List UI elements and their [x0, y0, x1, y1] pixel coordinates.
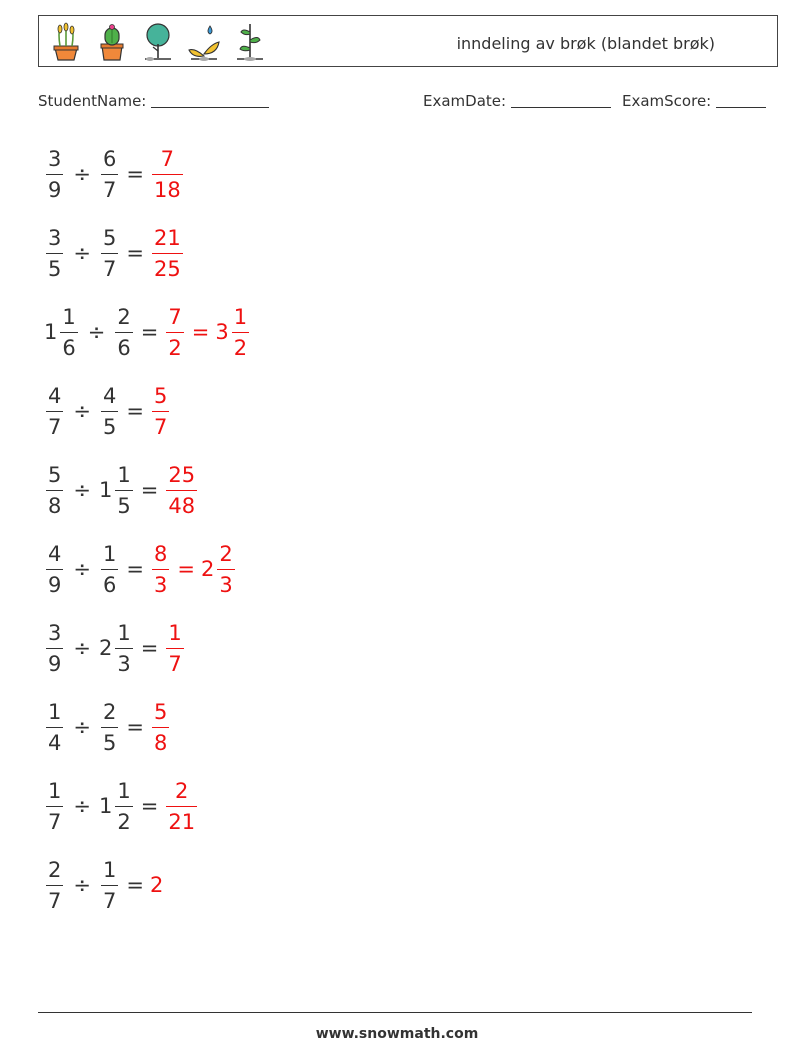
divisor-denominator: 7 [102, 888, 117, 913]
problem-row [44, 537, 237, 601]
problem-row [44, 695, 171, 759]
header-box [38, 15, 778, 67]
divisor-fraction [101, 225, 118, 282]
divisor-whole: 1 [98, 478, 113, 502]
answer-fraction-bar [152, 174, 183, 175]
divisor-fraction-bar [115, 332, 132, 333]
mixed-denominator: 3 [219, 572, 233, 597]
divisor-fraction-bar [115, 806, 132, 807]
mixed-equals-sign: = [177, 557, 195, 581]
divisor-denominator: 7 [102, 177, 117, 202]
divisor-whole: 1 [98, 794, 113, 818]
dividend-fraction-bar [60, 332, 77, 333]
answer [164, 620, 185, 677]
divisor-fraction-bar [115, 490, 132, 491]
answer-fraction-bar [166, 332, 183, 333]
divisor-numerator: 5 [102, 225, 117, 250]
dividend-denominator: 6 [62, 335, 76, 360]
exam-score-label: ExamScore: [622, 92, 712, 110]
answer-fraction-bar [152, 411, 169, 412]
answer-fraction [166, 620, 183, 677]
answer-fraction-bar [152, 727, 169, 728]
divisor-denominator: 5 [102, 730, 117, 755]
equals-sign: = [126, 241, 144, 265]
exam-date-blank[interactable] [511, 92, 611, 108]
dividend-fraction-bar [46, 569, 63, 570]
dividend-fraction [46, 541, 63, 598]
equals-sign: = [126, 873, 144, 897]
dividend-denominator: 7 [48, 888, 62, 913]
dividend-fraction-bar [46, 253, 63, 254]
exam-date-field [423, 92, 611, 110]
answer-fraction [152, 225, 183, 282]
answer-numerator: 8 [153, 541, 168, 566]
divisor-fraction-bar [101, 885, 118, 886]
dividend-fraction [46, 699, 63, 756]
equals-sign: = [126, 162, 144, 186]
answer-fraction [152, 541, 169, 598]
answer-fraction [166, 462, 197, 519]
problem-row [44, 379, 171, 443]
dividend-fraction-bar [46, 885, 63, 886]
dividend-denominator: 4 [48, 730, 62, 755]
equals-sign: = [126, 715, 144, 739]
answer-numerator: 7 [160, 146, 175, 171]
answer [150, 146, 185, 203]
divisor-numerator: 1 [102, 541, 117, 566]
divisor-denominator: 6 [117, 335, 131, 360]
problem-row [44, 853, 163, 917]
answer-denominator: 7 [153, 414, 168, 439]
divisor-numerator: 1 [117, 620, 131, 645]
mixed-fraction [217, 541, 234, 598]
exam-score-blank[interactable] [716, 92, 766, 108]
dividend-numerator: 4 [48, 541, 62, 566]
divisor-fraction-bar [115, 648, 132, 649]
dividend-numerator: 1 [48, 778, 62, 803]
divisor-fraction [115, 778, 132, 835]
divide-sign: ÷ [73, 162, 91, 186]
divisor-numerator: 6 [102, 146, 117, 171]
cactus-pot-icon [93, 20, 131, 64]
divide-sign: ÷ [73, 478, 91, 502]
mixed-numerator: 2 [219, 541, 233, 566]
mixed-equals-sign: = [191, 320, 210, 344]
divisor-numerator: 4 [102, 383, 117, 408]
dividend-fraction-bar [46, 727, 63, 728]
answer-fraction-bar [166, 806, 197, 807]
problem-row [44, 142, 185, 206]
answer-denominator: 48 [168, 493, 196, 518]
answer-numerator: 5 [153, 699, 168, 724]
dividend-fraction [46, 146, 63, 203]
divisor-numerator: 2 [102, 699, 117, 724]
dividend-fraction-bar [46, 648, 63, 649]
divisor-numerator: 1 [117, 462, 131, 487]
dividend-fraction [46, 383, 63, 440]
dividend-numerator: 5 [48, 462, 62, 487]
answer-denominator: 2 [168, 335, 182, 360]
problem-row [44, 458, 199, 522]
answer-denominator: 8 [153, 730, 168, 755]
tall-plant-icon [231, 20, 269, 64]
dividend-denominator: 8 [48, 493, 62, 518]
problem-row [44, 221, 185, 285]
divisor-fraction [115, 304, 132, 361]
divisor-denominator: 7 [102, 256, 117, 281]
divisor-denominator: 5 [102, 414, 117, 439]
divisor-fraction [101, 541, 118, 598]
divisor-fraction [115, 462, 132, 519]
answer-numerator: 7 [168, 304, 182, 329]
potted-wheat-icon [47, 20, 85, 64]
mixed-denominator: 2 [233, 335, 248, 360]
dividend-numerator: 1 [48, 699, 62, 724]
round-tree-icon [139, 20, 177, 64]
divide-sign: ÷ [73, 557, 91, 581]
icon-strip [47, 20, 269, 64]
answer-denominator: 7 [168, 651, 182, 676]
answer-fraction [152, 699, 169, 756]
divide-sign: ÷ [73, 715, 91, 739]
answer [150, 225, 185, 282]
answer-fraction [152, 383, 169, 440]
dividend-numerator: 4 [48, 383, 62, 408]
exam-date-label: ExamDate: [423, 92, 507, 110]
equals-sign: = [140, 794, 159, 818]
answer-numerator: 1 [168, 620, 182, 645]
dividend-fraction [46, 857, 63, 914]
divisor-fraction-bar [101, 411, 118, 412]
answer [150, 699, 171, 756]
divisor-denominator: 2 [117, 809, 131, 834]
problem-row [44, 774, 199, 838]
dividend-fraction-bar [46, 174, 63, 175]
footer-site: www.snowmath.com [315, 1026, 479, 1042]
dividend-fraction-bar [46, 490, 63, 491]
divisor-denominator: 3 [117, 651, 131, 676]
equals-sign: = [140, 320, 159, 344]
equals-sign: = [140, 636, 159, 660]
student-info-row [38, 92, 770, 116]
dividend-numerator: 3 [48, 225, 62, 250]
mixed-numerator: 1 [233, 304, 248, 329]
dividend-denominator: 5 [48, 256, 62, 281]
dividend-fraction [46, 620, 63, 677]
problem-row [44, 616, 186, 680]
dividend-denominator: 9 [48, 651, 62, 676]
mixed-fraction [232, 304, 249, 361]
answer-fraction-bar [166, 648, 183, 649]
dividend-fraction [60, 304, 77, 361]
equals-sign: = [126, 557, 144, 581]
answer [150, 873, 163, 897]
divide-sign: ÷ [73, 873, 91, 897]
dividend-fraction [46, 225, 63, 282]
answer-denominator: 21 [168, 809, 196, 834]
dividend-numerator: 3 [48, 620, 62, 645]
mixed-fraction-bar [232, 332, 249, 333]
divisor-denominator: 5 [117, 493, 131, 518]
dividend-fraction-bar [46, 806, 63, 807]
dividend-denominator: 7 [48, 414, 62, 439]
answer-fraction-bar [166, 490, 197, 491]
divide-sign: ÷ [87, 320, 106, 344]
divide-sign: ÷ [73, 399, 91, 423]
answer-whole: 2 [149, 873, 164, 897]
answer [164, 778, 199, 835]
dividend-numerator: 2 [48, 857, 62, 882]
divisor-fraction [115, 620, 132, 677]
divisor-fraction-bar [101, 569, 118, 570]
answer-fraction [152, 146, 183, 203]
equals-sign: = [126, 399, 144, 423]
dividend-fraction [46, 778, 63, 835]
divide-sign: ÷ [73, 636, 91, 660]
divisor-numerator: 2 [117, 304, 131, 329]
student-name-blank[interactable] [151, 92, 269, 108]
dividend-denominator: 9 [48, 177, 62, 202]
answer-fraction-bar [152, 253, 183, 254]
answer-denominator: 25 [153, 256, 181, 281]
dividend-numerator: 3 [48, 146, 62, 171]
divisor-fraction [101, 699, 118, 756]
answer-numerator: 5 [153, 383, 168, 408]
dividend-denominator: 7 [48, 809, 62, 834]
dividend-denominator: 9 [48, 572, 62, 597]
answer [150, 383, 171, 440]
divisor-fraction-bar [101, 727, 118, 728]
answer-numerator: 2 [175, 778, 189, 803]
answer-denominator: 3 [153, 572, 168, 597]
divisor-fraction [101, 146, 118, 203]
answer-denominator: 18 [153, 177, 181, 202]
dividend-whole: 1 [44, 320, 58, 344]
mixed-whole: 2 [200, 557, 215, 581]
answer-numerator: 25 [168, 462, 196, 487]
divisor-denominator: 6 [102, 572, 117, 597]
dividend-fraction [46, 462, 63, 519]
dividend-fraction-bar [46, 411, 63, 412]
watered-sprout-icon [185, 20, 223, 64]
answer-fraction [166, 778, 197, 835]
exam-score-field [622, 92, 766, 110]
answer-fraction [166, 304, 183, 361]
divisor-numerator: 1 [117, 778, 131, 803]
dividend-numerator: 1 [62, 304, 76, 329]
divisor-whole: 2 [98, 636, 113, 660]
student-name-label: StudentName: [38, 92, 147, 110]
worksheet-title: inndeling av brøk (blandet brøk) [456, 34, 715, 53]
footer-divider [38, 1012, 752, 1013]
divisor-fraction-bar [101, 174, 118, 175]
mixed-whole: 3 [215, 320, 229, 344]
divide-sign: ÷ [73, 241, 91, 265]
divisor-fraction-bar [101, 253, 118, 254]
answer [164, 304, 251, 361]
answer-fraction-bar [152, 569, 169, 570]
answer-numerator: 21 [153, 225, 181, 250]
divisor-numerator: 1 [102, 857, 117, 882]
answer [150, 541, 237, 598]
mixed-fraction-bar [217, 569, 234, 570]
divisor-fraction [101, 857, 118, 914]
problem-row [44, 300, 251, 364]
equals-sign: = [140, 478, 159, 502]
answer [164, 462, 199, 519]
divide-sign: ÷ [73, 794, 91, 818]
student-name-field [38, 92, 269, 110]
divisor-fraction [101, 383, 118, 440]
